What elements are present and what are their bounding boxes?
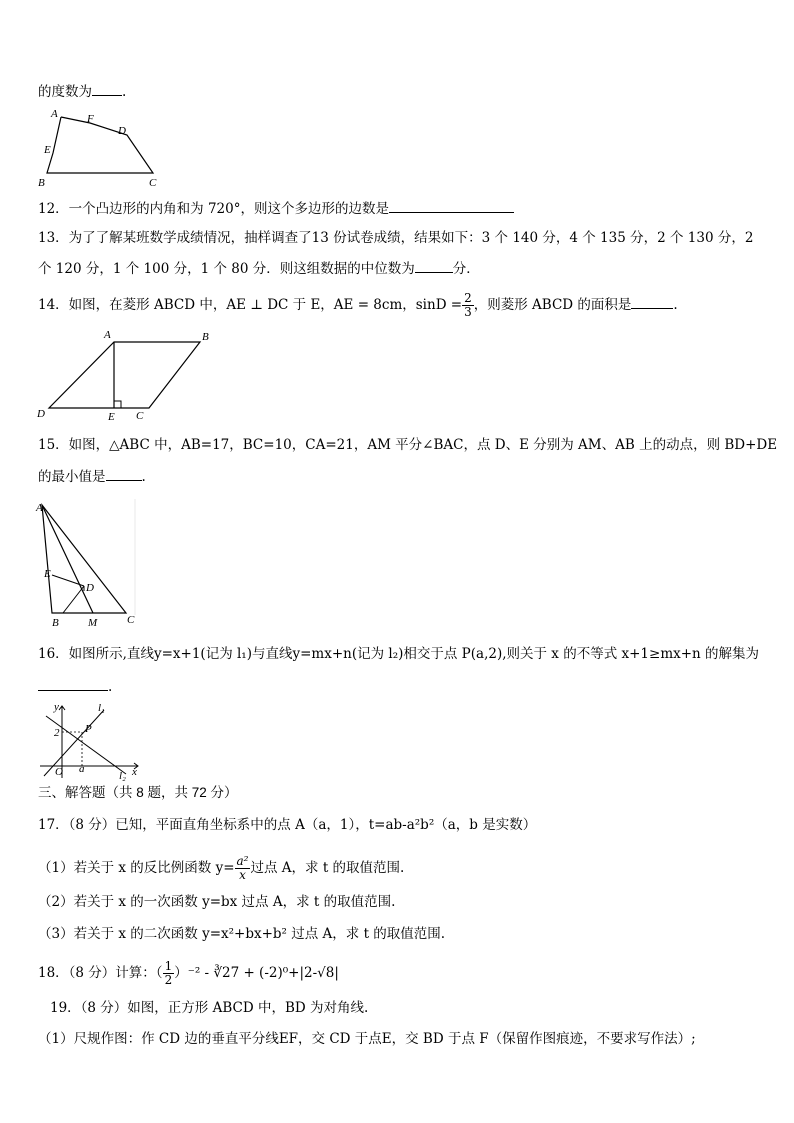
question-17-part3: （3）若关于 x 的二次函数 y=x²+bx+b² 过点 A，求 t 的取值范围. — [38, 926, 446, 942]
label-E: E — [44, 144, 51, 156]
svg-text:l₁: l₁ — [98, 702, 105, 714]
svg-text:C: C — [127, 614, 135, 626]
label-A: A — [51, 108, 58, 120]
svg-text:B: B — [202, 331, 209, 343]
q11-text: 的度数为 — [38, 84, 92, 100]
svg-text:a: a — [79, 763, 85, 775]
figure-quadrilateral — [30, 105, 170, 193]
svg-text:B: B — [52, 617, 59, 629]
label-C: C — [149, 177, 157, 189]
question-13-line1: 13．为了了解某班数学成绩情况，抽样调查了13 份试卷成绩，结果如下：3 个 140 分，4 个 135 分，2 个 130 分，2 — [38, 230, 754, 246]
answer-blank[interactable] — [106, 467, 142, 481]
section-heading: 三、解答题（共 8 题，共 72 分） — [38, 785, 238, 800]
question-14: 14．如图，在菱形 ABCD 中，AE ⊥ DC 于 E，AE = 8cm，sinD = $\frac{2}{3}$ ，则菱形 ABCD 的面积是 . — [38, 291, 678, 319]
figure-rhombus — [32, 326, 222, 424]
question-15-line2: 的最小值是 . — [38, 469, 146, 485]
svg-text:y: y — [54, 701, 59, 713]
svg-text:l₂: l₂ — [119, 770, 126, 782]
svg-text:A: A — [36, 502, 43, 514]
question-18: 18．（8 分）计算：（ $\frac{1}{2}$ ）⁻² - ∛27 + (-2)⁰+|2-√8| — [38, 959, 339, 987]
question-17-part1: （1）若关于 x 的反比例函数 y= $\frac{\text{a²}}{x}$ 过点 A，求 t 的取值范围. — [38, 854, 405, 882]
svg-text:C: C — [136, 410, 144, 422]
figure-triangle — [32, 497, 142, 631]
svg-text:D: D — [37, 408, 45, 420]
answer-blank[interactable] — [415, 259, 453, 273]
svg-text:D: D — [86, 582, 94, 594]
svg-text:x: x — [132, 766, 137, 778]
answer-blank[interactable] — [92, 82, 122, 96]
svg-text:E: E — [44, 568, 51, 580]
question-19-part1: （1）尺规作图：作 CD 边的垂直平分线EF，交 CD 于点E，交 BD 于点 F（保留作图痕迹，不要求写作法）; — [38, 1031, 696, 1047]
question-13-line2: 个 120 分，1 个 100 分，1 个 80 分．则这组数据的中位数为 分． — [38, 261, 480, 277]
fraction-1-2: $\frac{1}{2}$ — [164, 959, 173, 987]
svg-text:2: 2 — [54, 727, 60, 739]
svg-text:A: A — [104, 329, 111, 341]
question-17: 17．（8 分）已知，平面直角坐标系中的点 A（a，1），t=ab-a²b²（a，b 是实数） — [38, 817, 537, 833]
svg-text:E: E — [108, 411, 115, 423]
label-B: B — [38, 177, 45, 189]
svg-text:P: P — [85, 723, 92, 735]
label-F: F — [87, 113, 94, 125]
answer-blank[interactable] — [389, 199, 514, 213]
question-16-answer: . — [38, 677, 112, 696]
q11-tail: 的度数为 . — [38, 84, 127, 100]
fraction-a2-x: $\frac{\text{a²}}{x}$ — [236, 854, 249, 882]
label-D: D — [118, 125, 126, 137]
question-12: 12．一个凸边形的内角和为 720°，则这个多边形的边数是 — [38, 199, 514, 218]
svg-text:O: O — [55, 766, 63, 778]
question-16: 16．如图所示,直线y=x+1(记为 l₁)与直线y=mx+n(记为 l₂)相交于点 P(a,2),则关于 x 的不等式 x+1≥mx+n 的解集为 — [38, 646, 760, 662]
question-15-line1: 15．如图，△ABC 中，AB=17，BC=10，CA=21，AM 平分∠BAC，点 D、E 分别为 AM、AB 上的动点，则 BD+DE — [38, 437, 778, 453]
question-19: 19．（8 分）如图，正方形 ABCD 中，BD 为对角线. — [50, 1000, 369, 1016]
figure-lines — [34, 700, 144, 782]
svg-text:M: M — [88, 617, 98, 629]
fraction-2-3: $\frac{2}{3}$ — [464, 291, 472, 319]
answer-blank[interactable] — [38, 677, 108, 691]
question-17-part2: （2）若关于 x 的一次函数 y=bx 过点 A，求 t 的取值范围. — [38, 894, 396, 910]
answer-blank[interactable] — [631, 295, 673, 309]
